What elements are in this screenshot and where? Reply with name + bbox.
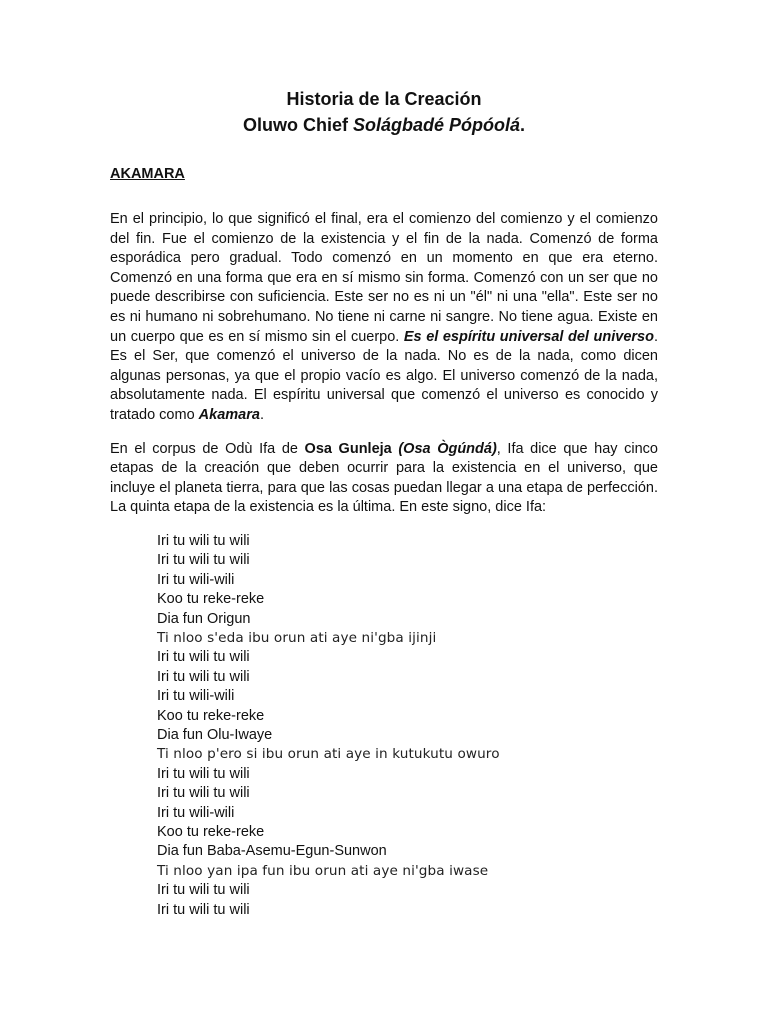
verse-line: Iri tu wili tu wili [157,785,250,802]
verse-line: Iri tu wili tu wili [157,532,250,549]
verse-line: Koo tu reke-reke [157,591,265,608]
verse-line: Iri tu wili tu wili [157,882,250,899]
author-suffix: . [520,115,526,135]
section-heading: AKAMARA [110,166,185,182]
document-title: Historia de la Creación [286,89,482,109]
verse-line: Koo tu reke-reke [157,824,265,840]
verse-line: Koo tu reke-reke [157,707,265,724]
verse-line: Ti nloo p'ero si ibu orun ati aye in kutukutu owuro [157,746,500,763]
verse-line: Dia fun Origun [157,610,251,627]
verse-line: Iri tu wili tu wili [157,901,250,918]
verse-line: Dia fun Olu-Iwaye [157,726,273,743]
verse-line: Iri tu wili tu wili [157,668,250,685]
paragraph-2-part2: , Ifa dice que hay cinco etapas de la creación que deben ocurrir para la existencia en el universo, que incluye el planeta tierra, para que las cosas puedan llegar a una etapa de perfección. La quinta etapa de la existencia es la última. En este signo, dice Ifa: [110,440,658,516]
verse-line: Ti nloo s'eda ibu orun ati aye ni'gba ijinji [157,629,437,646]
verse-line: Ti nloo yan ipa fun ibu orun ati aye ni'gba iwase [157,862,489,879]
verse-block [157,532,658,920]
paragraph-1-name: Akamara [198,406,260,423]
paragraph-1-part2: . Es el Ser, que comenzó el universo de la nada. No es de la nada, como dicen algunas personas, ya que el propio vacío es algo. El universo comenzó de la nada, absolutamente nada. El espíritu universal que comenzó el universo es conocido y tratado como [110,328,658,423]
verse-line: Iri tu wili tu wili [157,649,250,666]
document-author-line [110,112,658,138]
verse-line: Iri tu wili-wili [157,571,235,588]
paragraph-2-part1: En el corpus de Odù Ifa de [110,440,305,457]
odu-alt-name: (Osa Ògúndá) [391,440,497,457]
paragraph-1 [110,210,658,426]
verse-line: Iri tu wili-wili [157,688,235,705]
paragraph-2 [110,440,658,518]
author-prefix: Oluwo Chief [242,115,353,135]
verse-line: Dia fun Baba-Asemu-Egun-Sunwon [157,843,387,860]
verse-line: Iri tu wili tu wili [157,765,250,782]
paragraph-1-part1: En el principio, lo que significó el final, era el comienzo del comienzo y el comienzo del fin. Fue el comienzo de la existencia y el fin de la nada. Comenzó de forma esporádica pero gradual. Todo comenzó en un momento en que era eterno. Comenzó en una forma que era en sí mismo sin forma. Comenzó con un ser que no puede describirse con suficiencia. Este ser no es ni un "él" ni una "ella". Este ser no es ni humano ni sobrehumano. No tiene ni carne ni sangre. No tiene agua. Existe en un cuerpo que es en sí mismo sin el cuerpo. [110,211,658,345]
verse-line: Iri tu wili-wili [157,804,235,821]
author-name: Solágbadé Pópóolá [352,115,520,135]
odu-name: Osa Gunleja [304,440,392,457]
verse-line: Iri tu wili tu wili [157,552,250,569]
paragraph-1-part3: . [259,406,264,423]
paragraph-1-emphasis: Es el espíritu universal del universo [403,328,654,345]
